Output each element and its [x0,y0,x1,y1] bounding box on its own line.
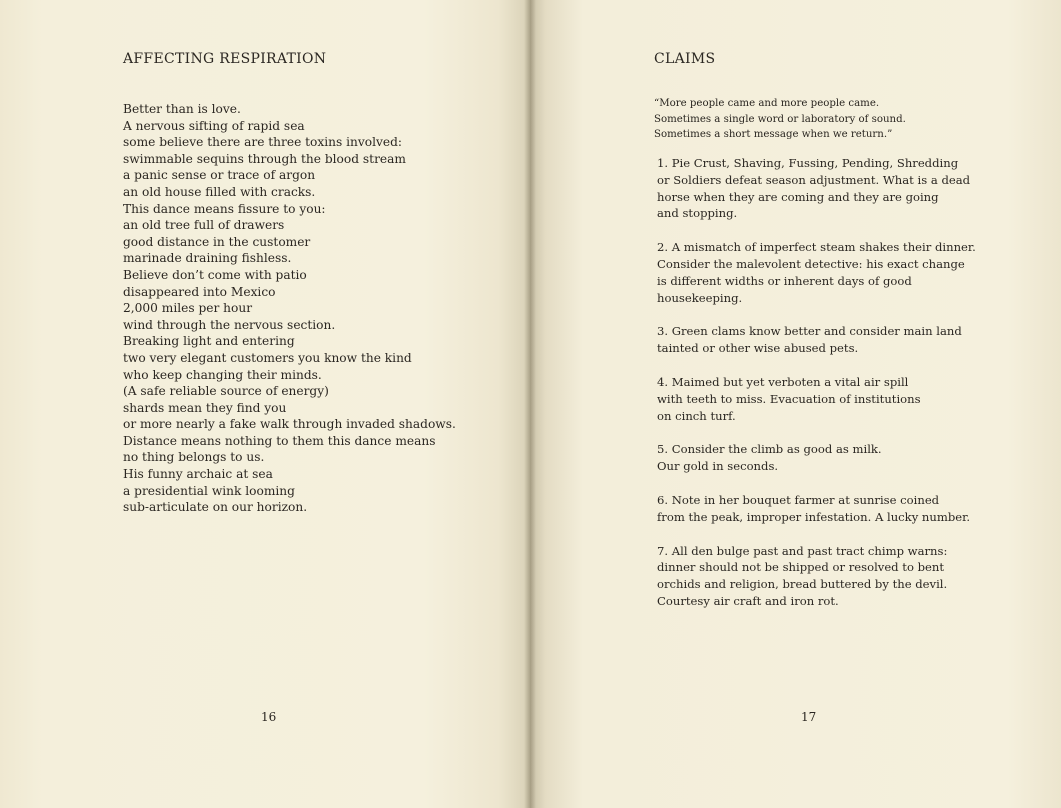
claim-line: Our gold in seconds. [657,459,779,474]
claim-line: with teeth to miss. Evacuation of institutions [657,391,921,406]
poem-line: shards mean they find you [123,400,287,415]
claim-paragraph [657,543,1037,610]
claim-line: tainted or other wise abused pets. [657,341,859,356]
poem-line: Better than is love. [123,102,241,116]
claim-line: 1. Pie Crust, Shaving, Fussing, Pending, Shredding [657,156,959,170]
poem-line: disappeared into Mexico [123,284,276,299]
poem-line: sub-articulate on our horizon. [123,500,308,515]
right-page-title: CLAIMS [654,51,716,67]
poem-line: or more nearly a fake walk through invaded shadows. [123,417,456,432]
claim-paragraph [657,323,1037,357]
poem-line: a presidential wink looming [123,483,295,498]
poem-line: 2,000 miles per hour [123,301,253,316]
claim-line: is different widths or inherent days of good [657,273,912,288]
poem-line: two very elegant customers you know the kind [123,350,412,365]
claim-line: from the peak, improper infestation. A lucky number. [657,509,971,524]
claim-line: and stopping. [657,206,738,221]
poem-line: good distance in the customer [123,234,311,249]
claim-line: 5. Consider the climb as good as milk. [657,442,882,457]
claim-line: 3. Green clams know better and consider main land [657,324,962,339]
poem-text [123,101,456,516]
claim-paragraph [657,441,1037,475]
poem-line: A nervous sifting of rapid sea [123,118,305,133]
poem-line: who keep changing their minds. [123,367,322,382]
poem-line: (A safe reliable source of energy) [123,384,329,399]
claim-paragraph [657,374,1037,424]
claim-paragraph [657,155,1037,222]
epigraph [654,96,906,143]
poem-line: an old tree full of drawers [123,218,285,233]
claim-line: horse when they are coming and they are going [657,189,939,204]
poem-line: swimmable sequins through the blood stream [123,151,406,166]
claim-line: housekeeping. [657,290,743,305]
right-page-number: 17 [801,710,817,724]
claim-line: Consider the malevolent detective: his exact change [657,256,965,271]
epigraph-line: Sometimes a single word or laboratory of sound. [654,113,906,125]
poem-line: some believe there are three toxins involved: [123,135,403,150]
claim-line: 4. Maimed but yet verboten a vital air spill [657,374,909,389]
poem-line: marinade draining fishless. [123,251,292,266]
left-page-number: 16 [261,710,277,724]
claim-line: 7. All den bulge past and past tract chimp warns: [657,543,948,558]
claim-line: dinner should not be shipped or resolved to bent [657,560,945,575]
left-page-title: AFFECTING RESPIRATION [123,51,327,67]
claim-line: 6. Note in her bouquet farmer at sunrise coined [657,492,940,507]
poem-line: His funny archaic at sea [123,467,273,482]
claim-line: 2. A mismatch of imperfect steam shakes their dinner. [657,240,976,255]
poem-line: Believe don’t come with patio [123,267,307,282]
poem-line: Distance means nothing to them this dance means [123,433,436,448]
poem-line: no thing belongs to us. [123,450,265,465]
claims-list [657,155,1037,627]
poem-line: wind through the nervous section. [123,317,336,332]
epigraph-line: “More people came and more people came. [654,98,880,109]
left-page [0,0,530,808]
claim-line: Courtesy air craft and iron rot. [657,593,839,608]
poem-line: This dance means fissure to you: [123,201,326,216]
epigraph-line: Sometimes a short message when we return.” [654,129,893,141]
book-gutter [524,0,536,808]
poem-line: Breaking light and entering [123,334,295,349]
claim-line: on cinch turf. [657,408,736,423]
right-page [530,0,1061,808]
poem-line: a panic sense or trace of argon [123,168,316,183]
claim-paragraph [657,239,1037,306]
claim-line: or Soldiers defeat season adjustment. What is a dead [657,172,971,187]
claim-paragraph [657,492,1037,526]
claim-line: orchids and religion, bread buttered by the devil. [657,577,948,592]
poem-line: an old house filled with cracks. [123,184,316,199]
